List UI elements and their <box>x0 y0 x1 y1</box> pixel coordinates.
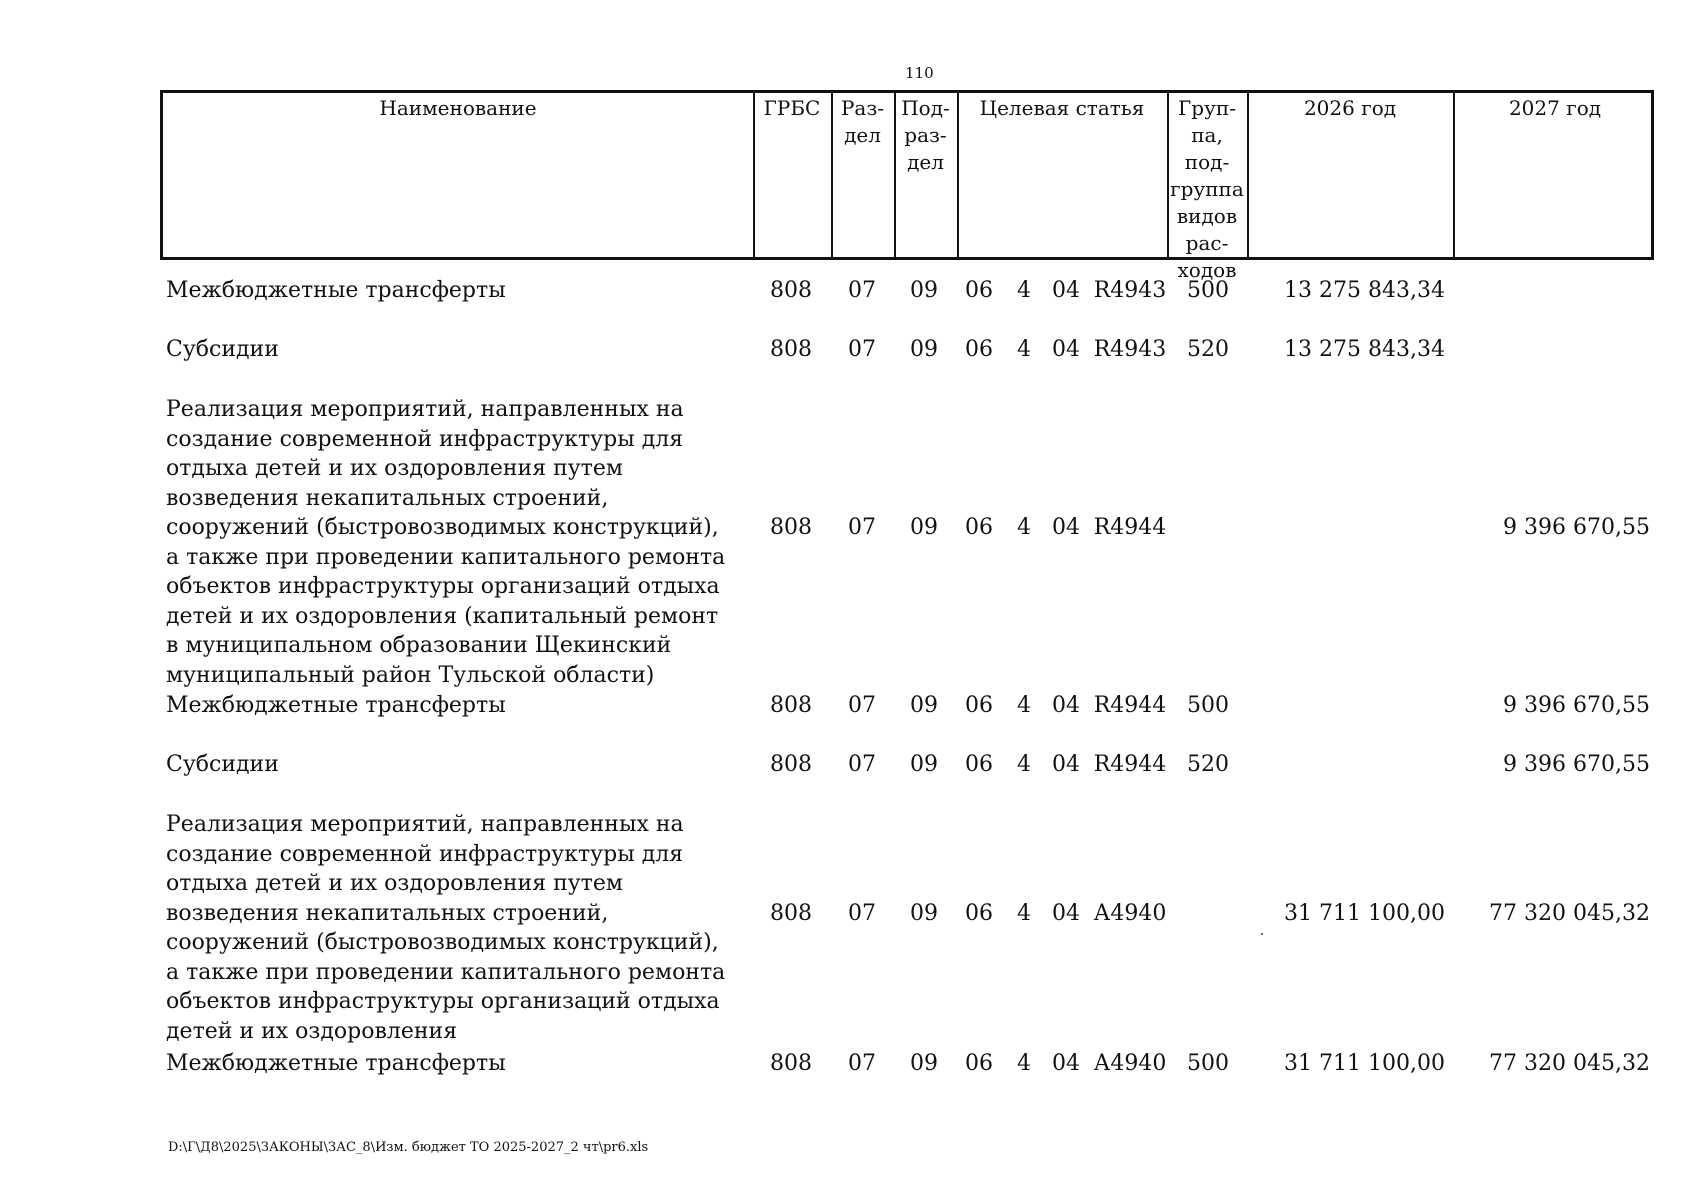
row-target-type: 4 <box>1017 901 1031 926</box>
header-2026: 2026 год <box>1303 96 1397 120</box>
row-name: Межбюджетные трансферты <box>166 278 506 303</box>
row-expense-group: 520 <box>1187 337 1229 362</box>
row-target-type: 4 <box>1017 337 1031 362</box>
row-target-program: 06 <box>965 515 993 540</box>
row-target-code: R4944 <box>1093 515 1167 540</box>
table-header <box>160 90 1654 282</box>
row-grbs: 808 <box>770 901 812 926</box>
row-grbs: 808 <box>770 752 812 777</box>
row-podrazdel: 09 <box>910 901 938 926</box>
row-target-code: R4944 <box>1093 752 1167 777</box>
row-target-program: 06 <box>965 337 993 362</box>
row-amount-2027: 77 320 045,32 <box>1489 901 1650 926</box>
row-name: Реализация мероприятий, направленных на создание современной инфраструктуры для отдыха детей и их оздоровления путем возведения некапитальных строений, сооружений (быстровозводимых конструкций), а также при проведении капитального ремонта объектов инфраструктуры организаций отдыха детей и их оздоровления <box>166 812 726 1044</box>
row-target-program: 06 <box>965 752 993 777</box>
row-target-code: А4940 <box>1093 1051 1167 1076</box>
row-target-program: 06 <box>965 278 993 303</box>
row-target-type: 4 <box>1017 278 1031 303</box>
row-target-subprogram: 04 <box>1052 278 1080 303</box>
row-amount-2026: 13 275 843,34 <box>1284 278 1445 303</box>
row-amount-2027: 9 396 670,55 <box>1503 693 1650 718</box>
row-grbs: 808 <box>770 693 812 718</box>
row-razdel: 07 <box>848 693 876 718</box>
header-grbs: ГРБС <box>763 96 821 120</box>
row-target-subprogram: 04 <box>1052 1051 1080 1076</box>
row-target-code: А4940 <box>1093 901 1167 926</box>
row-target-program: 06 <box>965 1051 993 1076</box>
row-expense-group: 520 <box>1187 752 1229 777</box>
header-podrazdel: Под- раз- дел <box>901 96 950 174</box>
row-amount-2027: 9 396 670,55 <box>1503 752 1650 777</box>
row-name: Межбюджетные трансферты <box>166 1051 506 1076</box>
row-podrazdel: 09 <box>910 693 938 718</box>
row-podrazdel: 09 <box>910 752 938 777</box>
row-target-subprogram: 04 <box>1052 752 1080 777</box>
row-podrazdel: 09 <box>910 515 938 540</box>
row-target-subprogram: 04 <box>1052 901 1080 926</box>
row-target-code: R4943 <box>1093 337 1167 362</box>
row-target-subprogram: 04 <box>1052 515 1080 540</box>
header-target-article: Целевая статья <box>979 96 1145 120</box>
row-target-code: R4944 <box>1093 693 1167 718</box>
row-razdel: 07 <box>848 901 876 926</box>
row-name: Межбюджетные трансферты <box>166 693 506 718</box>
row-target-type: 4 <box>1017 693 1031 718</box>
row-target-code: R4943 <box>1093 278 1167 303</box>
row-name: Субсидии <box>166 752 279 777</box>
row-amount-2027: 77 320 045,32 <box>1489 1051 1650 1076</box>
header-expense-group: Груп- па, под- группа видов рас- ходов <box>1170 96 1244 282</box>
row-expense-group: 500 <box>1187 693 1229 718</box>
header-2027: 2027 год <box>1508 96 1602 120</box>
row-podrazdel: 09 <box>910 1051 938 1076</box>
row-razdel: 07 <box>848 752 876 777</box>
row-expense-group: 500 <box>1187 278 1229 303</box>
row-target-subprogram: 04 <box>1052 337 1080 362</box>
row-name: Реализация мероприятий, направленных на создание современной инфраструктуры для отдыха детей и их оздоровления путем возведения некапитальных строений, сооружений (быстровозводимых конструкций), а также при проведении капитального ремонта объектов инфраструктуры организаций отдыха детей и их оздоровления (капитальный ремонт в муниципальном образовании Щекинский муниципальный район Тульской области) <box>166 397 726 688</box>
row-razdel: 07 <box>848 278 876 303</box>
row-amount-2026: 31 711 100,00 <box>1284 1051 1445 1076</box>
row-target-type: 4 <box>1017 1051 1031 1076</box>
header-razdel: Раз- дел <box>840 96 885 147</box>
row-podrazdel: 09 <box>910 278 938 303</box>
footer-file-path: D:\Г\Д8\2025\ЗАКОНЫ\ЗАС_8\Изм. бюджет ТО 2025-2027_2 чт\pr6.xls <box>168 1140 649 1155</box>
row-amount-2026: 13 275 843,34 <box>1284 337 1445 362</box>
scan-speck <box>1261 933 1263 935</box>
header-name: Наименование <box>379 96 537 120</box>
row-razdel: 07 <box>848 1051 876 1076</box>
row-target-type: 4 <box>1017 752 1031 777</box>
row-amount-2027: 9 396 670,55 <box>1503 515 1650 540</box>
row-grbs: 808 <box>770 278 812 303</box>
row-grbs: 808 <box>770 337 812 362</box>
row-name: Субсидии <box>166 337 279 362</box>
row-razdel: 07 <box>848 515 876 540</box>
row-target-program: 06 <box>965 901 993 926</box>
row-amount-2026: 31 711 100,00 <box>1284 901 1445 926</box>
row-target-subprogram: 04 <box>1052 693 1080 718</box>
row-target-program: 06 <box>965 693 993 718</box>
row-grbs: 808 <box>770 1051 812 1076</box>
row-expense-group: 500 <box>1187 1051 1229 1076</box>
row-razdel: 07 <box>848 337 876 362</box>
page-number: 110 <box>905 64 934 82</box>
row-grbs: 808 <box>770 515 812 540</box>
row-target-type: 4 <box>1017 515 1031 540</box>
row-podrazdel: 09 <box>910 337 938 362</box>
